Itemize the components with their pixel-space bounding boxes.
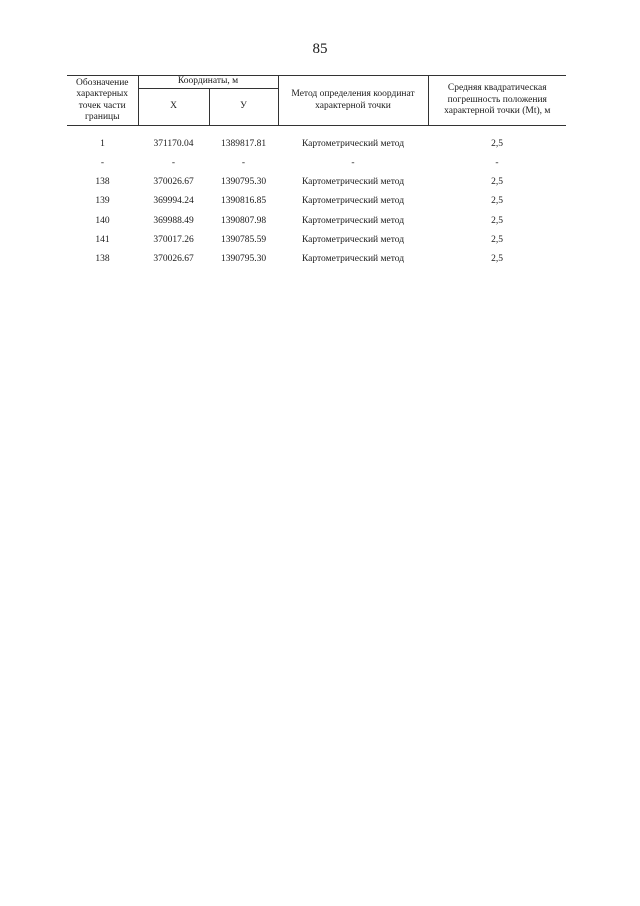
cell-error: 2,5 [491,177,503,188]
cell-x: 370026.67 [153,253,194,264]
cell-y: 1390785.59 [220,234,267,245]
cell-method: Картометрический метод [301,215,405,226]
cell-x: - [171,158,176,169]
cell-method: Картометрический метод [301,196,405,207]
table-row [67,126,566,155]
page-number: 85 [312,41,328,57]
header-y: У [209,89,278,126]
table-row [67,173,566,192]
cell-error: 2,5 [491,253,503,264]
cell-x: 369994.24 [153,196,194,207]
cell-error: 2,5 [491,215,503,226]
table-row [67,193,566,212]
cell-y: 1390816.85 [220,196,267,207]
cell-method: - [351,158,355,169]
cell-x: 370026.67 [153,177,194,188]
cell-x: 370017.26 [153,234,194,245]
cell-x: 371170.04 [153,138,194,149]
table-header [67,76,566,126]
cell-method: Картометрический метод [301,253,405,264]
coordinates-table [67,75,566,269]
table-row [67,154,566,173]
cell-method: Картометрический метод [301,177,405,188]
cell-point: - [100,158,105,169]
cell-error: 2,5 [491,234,503,245]
cell-y: 1389817.81 [220,138,267,149]
cell-error: 2,5 [491,196,503,207]
cell-point: 138 [95,177,110,188]
cell-y: - [241,158,246,169]
cell-method: Картометрический метод [301,234,405,245]
table-row [67,231,566,250]
cell-error: - [495,158,499,169]
cell-point: 140 [95,215,110,226]
cell-error: 2,5 [491,138,503,149]
header-coordinates: Координаты, м [138,76,278,89]
cell-y: 1390807.98 [220,215,267,226]
header-mean-square-error: Средняя квадратическая погрешность положения характерной точки (Mt), м [428,76,566,126]
cell-point: 138 [95,253,110,264]
cell-point: 1 [100,138,105,149]
table-row [67,250,566,269]
cell-method: Картометрический метод [301,138,405,149]
cell-point: 141 [95,234,110,245]
header-point-designation: Обозначение характерных точек части границы [67,76,138,126]
cell-y: 1390795.30 [220,177,267,188]
header-x: X [138,89,209,126]
cell-y: 1390795.30 [220,253,267,264]
header-method: Метод определения координат характерной точки [278,76,428,126]
cell-x: 369988.49 [153,215,194,226]
table-row [67,212,566,231]
cell-point: 139 [95,196,110,207]
table-body [67,126,566,270]
